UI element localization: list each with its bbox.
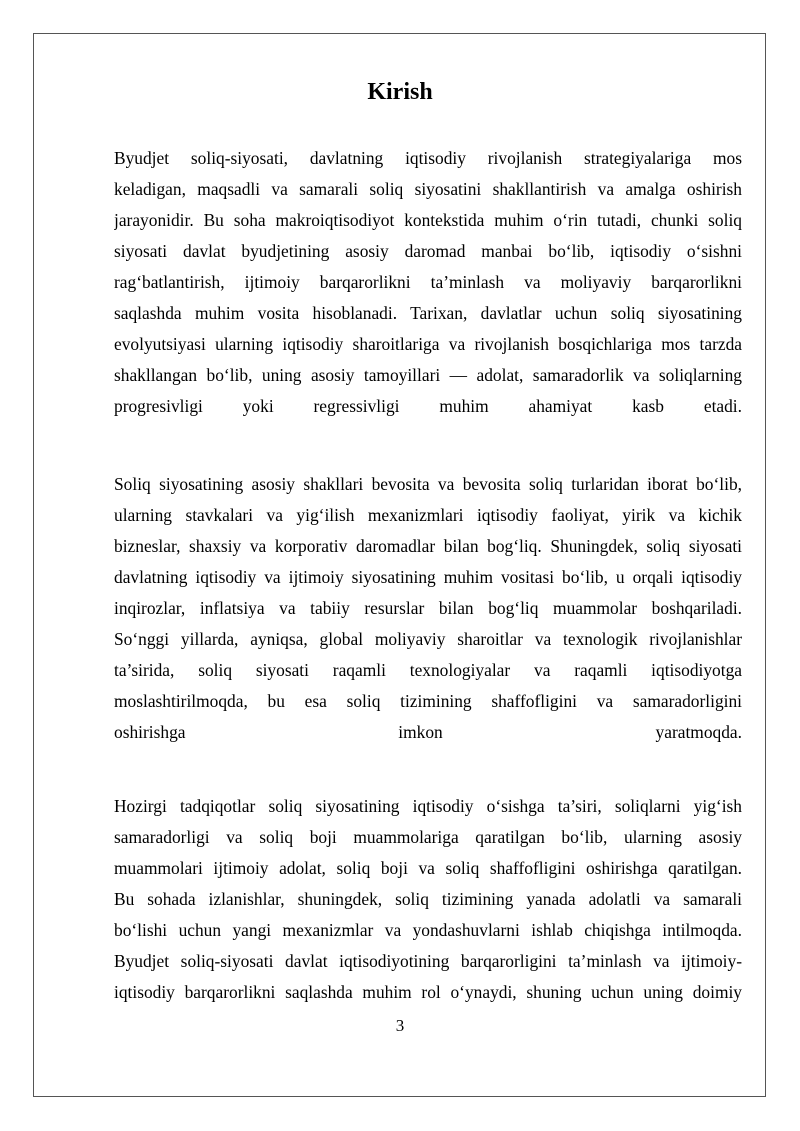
- word: etadi.: [703, 396, 742, 416]
- word: regressivligi: [313, 396, 400, 416]
- word: yoki: [242, 396, 274, 416]
- text-line: Soliq siyosatining asosiy shakllari bevosita va bevosita soliq turlaridan iborat bo‘lib,: [114, 474, 742, 494]
- word: muhim: [439, 396, 489, 416]
- text-line: shakllangan bo‘lib, uning asosiy tamoyillari — adolat, samaradorlik va soliqlarning: [114, 365, 742, 385]
- word: imkon: [398, 722, 443, 742]
- page-title: Kirish: [367, 79, 433, 105]
- text-line: Hozirgi tadqiqotlar soliq siyosatining iqtisodiy o‘sishga ta’siri, soliqlarni yig‘ish: [114, 796, 742, 816]
- text-line: bo‘lishi uchun yangi mexanizmlar va yondashuvlarni ishlab chiqishga intilmoqda.: [114, 920, 742, 940]
- word: ahamiyat: [528, 396, 593, 416]
- word: yaratmoqda.: [655, 722, 742, 742]
- paragraph-2: [114, 469, 742, 748]
- text-line: Bu sohada izlanishlar, shuningdek, soliq tizimining yanada adolatli va samarali: [114, 889, 742, 909]
- text-line: Byudjet soliq-siyosati, davlatning iqtisodiy rivojlanish strategiyalariga mos: [114, 148, 742, 168]
- text-line: bizneslar, shaxsiy va korporativ daromadlar bilan bog‘liq. Shuningdek, soliq siyosati: [114, 536, 742, 556]
- text-line: samaradorligi va soliq boji muammolariga qaratilgan bo‘lib, ularning asosiy: [114, 827, 742, 847]
- paragraph-3: [114, 791, 742, 1008]
- text-line: keladigan, maqsadli va samarali soliq siyosatini shakllantirish va amalga oshirish: [114, 179, 742, 199]
- text-line: ta’sirida, soliq siyosati raqamli texnologiyalar va raqamli iqtisodiyotga: [114, 660, 742, 680]
- word: kasb: [632, 396, 664, 416]
- word: oshirishga: [114, 722, 186, 742]
- text-line-spread: [114, 717, 742, 748]
- text-line: jarayonidir. Bu soha makroiqtisodiyot kontekstida muhim o‘rin tutadi, chunki soliq: [114, 210, 742, 230]
- text-line-spread: [114, 391, 742, 422]
- text-line: rag‘batlantirish, ijtimoiy barqarorlikni ta’minlash va moliyaviy barqarorlikni: [114, 272, 742, 292]
- text-line: So‘nggi yillarda, ayniqsa, global moliyaviy sharoitlar va texnologik rivojlanishlar: [114, 629, 742, 649]
- paragraph-1: [114, 143, 742, 422]
- text-line: evolyutsiyasi ularning iqtisodiy sharoitlariga va rivojlanish bosqichlariga mos tarzda: [114, 334, 742, 354]
- text-line: davlatning iqtisodiy va ijtimoiy siyosatining muhim vositasi bo‘lib, u orqali iqtisodiy: [114, 567, 742, 587]
- text-line: iqtisodiy barqarorlikni saqlashda muhim rol o‘ynaydi, shuning uchun uning doimiy: [114, 982, 742, 1002]
- text-line: moslashtirilmoqda, bu esa soliq tizimining shaffofligini va samaradorligini: [114, 691, 742, 711]
- text-line: Byudjet soliq-siyosati davlat iqtisodiyotining barqarorligini ta’minlash va ijtimoiy-: [114, 951, 742, 971]
- page-number: 3: [395, 1016, 405, 1035]
- text-line: muammolari ijtimoiy adolat, soliq boji va soliq shaffofligini oshirishga qaratilgan.: [114, 858, 742, 878]
- word: progresivligi: [114, 396, 203, 416]
- text-line: inqirozlar, inflatsiya va tabiiy resurslar bilan bog‘liq muammolar boshqariladi.: [114, 598, 742, 618]
- text-line: saqlashda muhim vosita hisoblanadi. Tarixan, davlatlar uchun soliq siyosatining: [114, 303, 742, 323]
- text-line: siyosati davlat byudjetining asosiy daromad manbai bo‘lib, iqtisodiy o‘sishni: [114, 241, 742, 261]
- text-line: ularning stavkalari va yig‘ilish mexanizmlari iqtisodiy faoliyat, yirik va kichik: [114, 505, 742, 525]
